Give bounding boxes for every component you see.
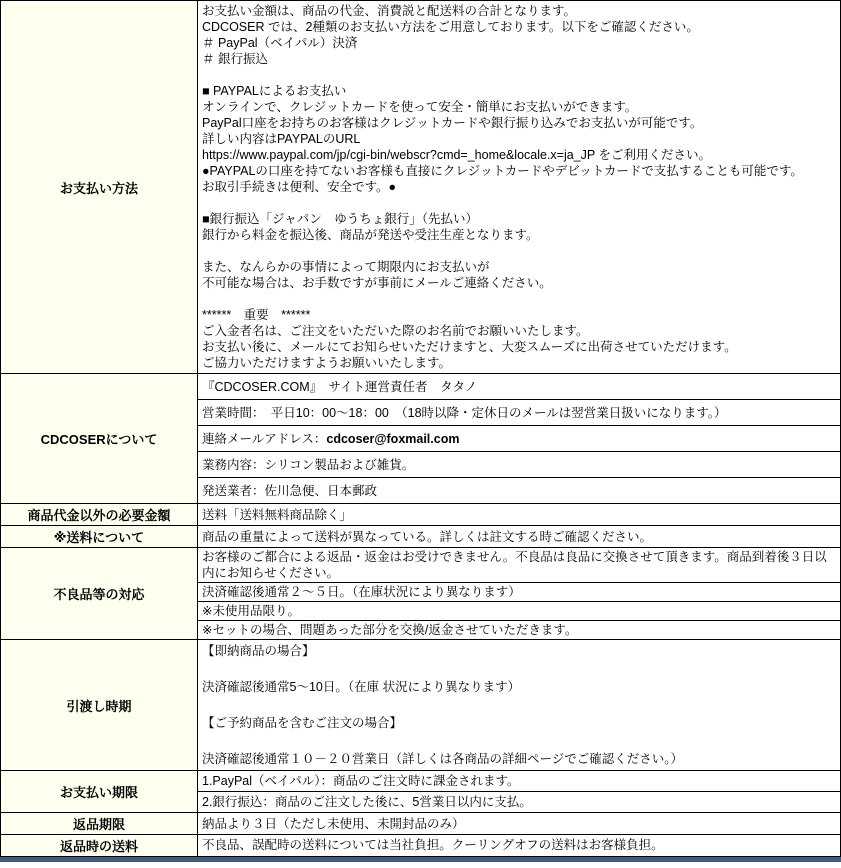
row-header-extra-fees: 商品代金以外の必要金額: [1, 504, 198, 526]
important-marker-line: ****** 重要 ******: [202, 308, 311, 322]
payment-method-row: [1, 1, 841, 374]
row-header-defect: 不良品等の対応: [1, 548, 198, 640]
about-contact-line: [198, 426, 841, 452]
row-header-shipping: ※送料について: [1, 526, 198, 548]
shipping-text: 商品の重量によって送料が異なっている。詳しくは註文する時ご確認ください。: [198, 526, 841, 548]
return-shipping-text: 不良品、誤配時の送料については当社負担。クーリングオフの送料はお客様負担。: [198, 835, 841, 857]
about-row: [1, 374, 841, 400]
about-shipper-line: 発送業者：佐川急便、日本郵政: [198, 478, 841, 504]
return-period-text: 納品より３日（ただし未使用、未開封品のみ）: [198, 813, 841, 835]
paypal-url-text: https://www.paypal.com/jp/cgi-bin/webscr?cmd=_home&locale.x=ja_JP をご利用ください。: [202, 148, 711, 162]
payment-line: CDCOSER では、2種類のお支払い方法をご用意しております。以下をご確認ください。: [202, 20, 699, 34]
defect-item: お客様のご都合による返品・返金はお受けできません。不良品は良品に交換させて頂きます。商品到着後３日以内にお知らせください。: [198, 548, 841, 583]
deadline-item: 1.PayPal（ベイパル）：商品のご注文時に課金されます。: [198, 771, 841, 792]
blank-line: [202, 67, 838, 83]
defect-item: ※セットの場合、問題あった部分を交換/返金させていただきます。: [198, 621, 841, 640]
delivery-content: [198, 640, 841, 771]
delivery-row: [1, 640, 841, 771]
payment-line: PayPal口座をお持ちのお客様はクレジットカードや銀行振り込みでお支払いが可能です。: [202, 116, 703, 130]
blank-line: [202, 660, 838, 678]
blank-line: [202, 732, 838, 750]
defect-row: [1, 548, 841, 583]
row-header-about: CDCOSERについて: [1, 374, 198, 504]
footer-bar: [0, 857, 841, 862]
payment-line: オンラインで、クレジットカードを使って安全・簡単にお支払いができます。: [202, 100, 638, 114]
defect-item: 決済確認後通常２～５日。（在庫状況により異なります）: [198, 583, 841, 602]
payment-line: 不可能な場合は、お手数ですが事前にメールご連絡ください。: [202, 276, 552, 290]
return-period-row: [1, 813, 841, 835]
extra-fees-text: 送料「送料無料商品除く」: [198, 504, 841, 526]
payment-line: ●PAYPALの口座を持てないお客様も直接にクレジットカードやデビットカードで支払することも可能です。: [202, 164, 803, 178]
payment-line: ＃ PayPal（ベイパル）決済: [202, 36, 358, 50]
row-header-return-shipping: 返品時の送料: [1, 835, 198, 857]
payment-method-content: [198, 1, 841, 374]
delivery-line: 決済確認後通常5～10日。（在庫 状況により異なります）: [202, 680, 521, 694]
blank-line: [202, 243, 838, 259]
row-header-delivery: 引渡し時期: [1, 640, 198, 771]
payment-line: ■ PAYPALによるお支払い: [202, 84, 347, 98]
payment-line: ご協力いただけますようお願いいたします。: [202, 356, 452, 370]
contact-email-value: cdcoser@foxmail.com: [326, 431, 460, 446]
row-header-deadline: お支払い期限: [1, 771, 198, 813]
blank-line: [202, 195, 838, 211]
blank-line: [202, 696, 838, 714]
payment-line: お支払い後に、メールにてお知らせいただけますと、大変スムーズに出荷させていただけます。: [202, 340, 737, 354]
payment-line: 銀行から料金を振込後、商品が発送や受注生産となります。: [202, 228, 539, 242]
deadline-item: 2.銀行振込：商品のご注文した後に、5営業日以内に支払。: [198, 792, 841, 813]
blank-line: [202, 291, 838, 307]
row-header-payment-method: お支払い方法: [1, 1, 198, 374]
return-shipping-row: [1, 835, 841, 857]
delivery-line: 【ご予約商品を含むご注文の場合】: [202, 716, 403, 730]
about-business-line: 業務内容：シリコン製品および雑貨。: [198, 452, 841, 478]
extra-fees-row: [1, 504, 841, 526]
delivery-line: 決済確認後通常１０－２０営業日（詳しくは各商品の詳細ページでご確認ください。）: [202, 752, 684, 766]
contact-email-label: 連絡メールアドレス：: [202, 431, 327, 446]
delivery-line: 【即納商品の場合】: [202, 644, 315, 658]
payment-line: また、なんらかの事情によって期限内にお支払いが: [202, 260, 490, 274]
payment-line: お支払い金額は、商品の代金、消費説と配送料の合計となります。: [202, 4, 577, 18]
about-hours-line: 営業時間： 平日10：00～18：00 （18時以降・定休日のメールは翌営業日扱いになります。）: [198, 400, 841, 426]
payment-line: 詳しい内容はPAYPALのURL: [202, 132, 361, 146]
shipping-row: [1, 526, 841, 548]
defect-item: ※未使用品限り。: [198, 602, 841, 621]
about-site-line: 『CDCOSER.COM』 サイト運営責任者 タタノ: [198, 374, 841, 400]
deadline-row: [1, 771, 841, 792]
payment-line: お取引手続きは便利、安全です。●: [202, 180, 397, 194]
payment-line: ＃ 銀行振込: [202, 52, 268, 66]
payment-line: ご入金者名は、ご注文をいただいた際のお名前でお願いいたします。: [202, 324, 589, 338]
payment-line: ■銀行振込「ジャパン ゆうちょ銀行」（先払い）: [202, 212, 479, 226]
row-header-return-period: 返品期限: [1, 813, 198, 835]
